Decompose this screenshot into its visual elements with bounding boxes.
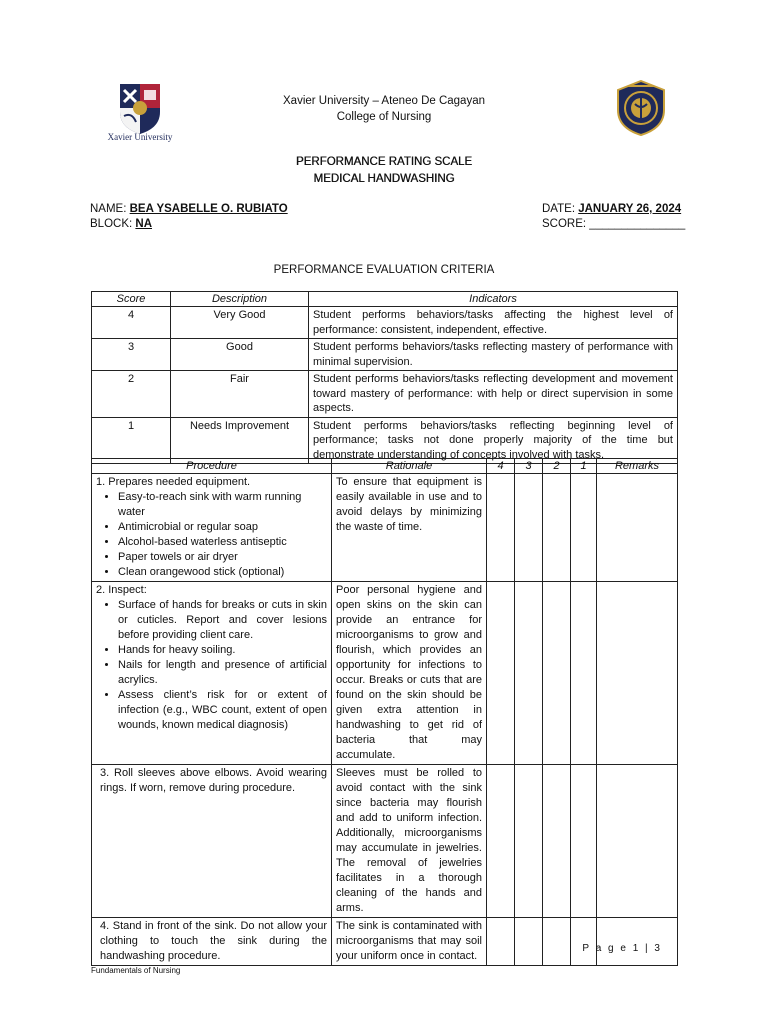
- indicator-cell: Student performs behaviors/tasks reflecting development and movement toward mastery of performance: with help or direct supervision in some aspects.: [309, 371, 678, 418]
- score-label: SCORE:: [542, 218, 587, 230]
- description-cell: Good: [171, 339, 309, 371]
- remarks-cell[interactable]: [597, 918, 678, 966]
- bullet-item: • Nails for length and presence of artificial acrylics.: [118, 658, 327, 688]
- col-description: Description: [171, 292, 309, 307]
- score-4-checkbox-cell[interactable]: [487, 582, 515, 765]
- procedure-cell: [92, 582, 332, 765]
- rationale-cell: To ensure that equipment is easily available in use and to avoid delays by minimizing the waste of time.: [332, 474, 487, 582]
- bullet-item: • Surface of hands for breaks or cuts in skin or cuticles. Report and cover lesions before providing client care.: [118, 598, 327, 643]
- col-procedure: Procedure: [92, 459, 332, 474]
- procedure-row: [92, 765, 678, 918]
- procedure-cell: [92, 765, 332, 918]
- indicator-cell: Student performs behaviors/tasks affecting the highest level of performance: consistent, independent, effective.: [309, 307, 678, 339]
- score-line: [542, 218, 685, 230]
- score-cell: 2: [92, 371, 171, 418]
- criteria-table: [91, 291, 678, 464]
- col-score-3: 3: [515, 459, 543, 474]
- score-2-checkbox-cell[interactable]: [543, 918, 571, 966]
- remarks-cell[interactable]: [597, 582, 678, 765]
- score-cell: 4: [92, 307, 171, 339]
- score-3-checkbox-cell[interactable]: [515, 582, 543, 765]
- form-subtitle: MEDICAL HANDWASHING: [313, 173, 455, 185]
- col-score-2: 2: [543, 459, 571, 474]
- score-4-checkbox-cell[interactable]: [487, 474, 515, 582]
- score-3-checkbox-cell[interactable]: [515, 474, 543, 582]
- procedure-header-row: [92, 459, 678, 474]
- score-cell: 3: [92, 339, 171, 371]
- criteria-row: [92, 307, 678, 339]
- score-3-checkbox-cell[interactable]: [515, 765, 543, 918]
- score-3-checkbox-cell[interactable]: [515, 918, 543, 966]
- col-score-4: 4: [487, 459, 515, 474]
- col-score-1: 1: [571, 459, 597, 474]
- criteria-header-row: [92, 292, 678, 307]
- indicator-cell: Student performs behaviors/tasks reflecting beginning level of performance; tasks not done properly majority of the time but demonstrate understanding of concepts involved with tasks.: [309, 417, 678, 464]
- score-1-checkbox-cell[interactable]: [571, 765, 597, 918]
- date-value: JANUARY 26, 2024: [578, 203, 682, 215]
- date-label: DATE:: [542, 203, 576, 215]
- name-line: [90, 203, 288, 215]
- description-cell: Very Good: [171, 307, 309, 339]
- score-cell: 1: [92, 417, 171, 464]
- bullet-item: • Alcohol-based waterless antiseptic: [118, 535, 327, 550]
- col-score: Score: [92, 292, 171, 307]
- date-line: [542, 203, 681, 215]
- procedure-title: 2. Inspect:: [96, 584, 147, 596]
- footer-course: Fundamentals of Nursing: [91, 966, 181, 975]
- name-label: NAME:: [90, 203, 127, 215]
- block-value: NA: [135, 218, 153, 230]
- remarks-cell[interactable]: [597, 474, 678, 582]
- bullet-item: • Clean orangewood stick (optional): [118, 565, 327, 580]
- col-rationale: Rationale: [332, 459, 487, 474]
- rationale-cell: Sleeves must be rolled to avoid contact with the sink since bacteria may flourish and add to uniform infection. Additionally, microorganisms may accumulate in jewelries. The removal of jewelries facilitates in a thorough cleaning of the hands and arms.: [332, 765, 487, 918]
- score-4-checkbox-cell[interactable]: [487, 918, 515, 966]
- university-name: Xavier University – Ateneo De Cagayan: [283, 95, 485, 107]
- criteria-row: [92, 339, 678, 371]
- score-4-checkbox-cell[interactable]: [487, 765, 515, 918]
- criteria-heading: PERFORMANCE EVALUATION CRITERIA: [273, 264, 495, 276]
- procedure-bullets: [96, 490, 327, 580]
- score-2-checkbox-cell[interactable]: [543, 765, 571, 918]
- criteria-row: [92, 371, 678, 418]
- bullet-item: • Hands for heavy soiling.: [118, 643, 327, 658]
- procedure-title: 4. Stand in front of the sink. Do not allow your clothing to touch the sink during the handwashing procedure.: [100, 920, 327, 962]
- logo-caption: Xavier University: [107, 132, 173, 142]
- procedure-title: 3. Roll sleeves above elbows. Avoid wearing rings. If worn, remove during procedure.: [100, 767, 327, 794]
- bullet-item: • Assess client’s risk for or extent of infection (e.g., WBC count, extent of open wounds, known medical diagnosis): [118, 688, 327, 733]
- bullet-item: • Easy-to-reach sink with warm running water: [118, 490, 327, 520]
- block-label: BLOCK:: [90, 218, 133, 230]
- bullet-item: • Paper towels or air dryer: [118, 550, 327, 565]
- procedure-bullets: [96, 598, 327, 733]
- score-1-checkbox-cell[interactable]: [571, 918, 597, 966]
- description-cell: Needs Improvement: [171, 417, 309, 464]
- rationale-cell: Poor personal hygiene and open skins on the skin can provide an entrance for microorganisms to grow and flourish, which provides an opportunity for infections to occur. Breaks or cuts that are found on the skin should be given extra attention in handwashing to get rid of bacteria that may accumulate.: [332, 582, 487, 765]
- name-value: BEA YSABELLE O. RUBIATO: [129, 203, 288, 215]
- score-value: _______________: [589, 218, 686, 230]
- procedure-cell: [92, 474, 332, 582]
- form-title: PERFORMANCE RATING SCALE: [295, 156, 473, 168]
- col-indicators: Indicators: [309, 292, 678, 307]
- description-cell: Fair: [171, 371, 309, 418]
- col-remarks: Remarks: [597, 459, 678, 474]
- procedure-cell: [92, 918, 332, 966]
- college-name: College of Nursing: [336, 111, 432, 123]
- indicator-cell: Student performs behaviors/tasks reflecting mastery of performance with minimal supervision.: [309, 339, 678, 371]
- score-1-checkbox-cell[interactable]: [571, 474, 597, 582]
- bullet-item: • Antimicrobial or regular soap: [118, 520, 327, 535]
- procedure-title: 1. Prepares needed equipment.: [96, 476, 251, 488]
- procedure-row: [92, 474, 678, 582]
- procedure-row: [92, 918, 678, 966]
- rationale-cell: The sink is contaminated with microorganisms that may soil your uniform once in contact.: [332, 918, 487, 966]
- criteria-row: [92, 417, 678, 464]
- procedure-table: [91, 458, 678, 966]
- score-2-checkbox-cell[interactable]: [543, 582, 571, 765]
- page-number: P a g e 1 | 3: [582, 943, 662, 954]
- block-line: [90, 218, 152, 230]
- score-2-checkbox-cell[interactable]: [543, 474, 571, 582]
- score-1-checkbox-cell[interactable]: [571, 582, 597, 765]
- remarks-cell[interactable]: [597, 765, 678, 918]
- procedure-row: [92, 582, 678, 765]
